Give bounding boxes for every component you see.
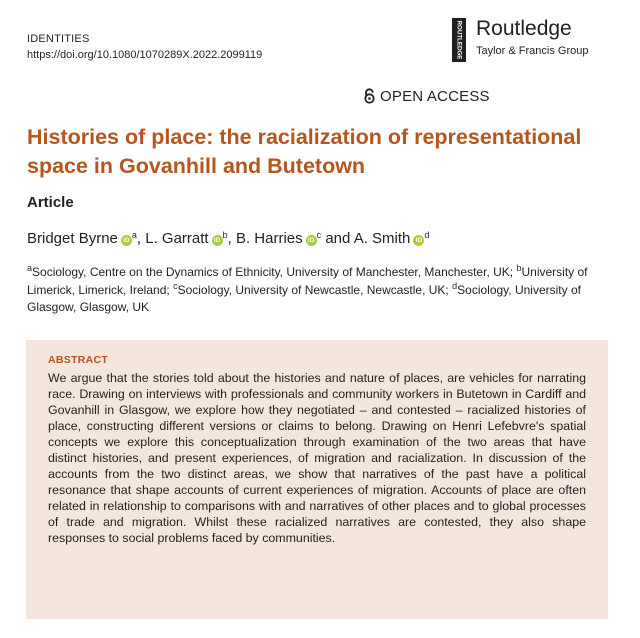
affiliation-text: Sociology, University of Newcastle, Newcastle, UK; [177,282,449,297]
orcid-icon[interactable]: iD [121,235,132,246]
open-access-badge [364,88,490,106]
author-name: Bridget Byrne [27,230,118,247]
affiliation-mark: c [173,280,178,291]
author-name: L. Garratt [145,230,209,247]
affiliation-text: University of Limerick, Limerick, Ireland; [27,265,588,297]
author-separator: and [321,230,354,247]
author-separator: , [136,230,146,247]
author-separator: , [227,230,236,247]
orcid-icon[interactable]: iD [212,235,223,246]
abstract-box [26,340,608,619]
doi-link[interactable]: https://doi.org/10.1080/1070289X.2022.2099119 [27,49,263,61]
article-title: Histories of place: the racialization of representational space in Govanhill and Butetown [27,125,582,178]
abstract-heading: ABSTRACT [48,354,109,366]
affiliation-mark: a [27,263,33,273]
affiliation-mark: d [452,280,458,291]
author-affiliation-mark: d [424,230,430,240]
author-name: B. Harries [235,230,303,247]
open-access-label: OPEN ACCESS [380,88,490,105]
open-access-lock-icon [364,88,375,104]
orcid-icon[interactable]: iD [306,235,317,246]
publisher-logo [452,16,622,66]
journal-header [27,31,262,63]
routledge-logo-icon [452,18,466,62]
author-affiliation-mark: a [131,230,137,240]
routledge-vertical-mark: ROUTLEDGE [455,20,463,60]
orcid-icon[interactable]: iD [413,235,424,246]
article-type: Article [27,194,74,211]
affiliation-text: Sociology, University of Glasgow, Glasgow, UK [27,282,581,314]
abstract-text: We argue that the stories told about the histories and nature of places, are vehicles for narrating race. Drawing on interviews with professionals and community workers in Butetown in Cardiff and Govanhill in Glasgow, we explore how they negotiated – and contested – racialized histories of place, constructing different versions or claims to belong. Drawing on Henri Lefebvre's spatial concepts we explore this conceptualization through examination of the two areas that have distinct histories, and present experiences, of migration and racialization. In discussion of the accounts from the two distinct areas, we show that narratives of the past have a political resonance that shape accounts of current experiences of migration. Accounts of place are often related in relationship to comparisons with and narratives of other places and to global processes of trade and migration. Whilst these racialized narratives are contested, they also shape responses to social problems faced by communities. [48,371,586,545]
author-affiliation-mark: c [316,230,322,240]
journal-name: IDENTITIES [27,33,90,45]
author-affiliation-mark: b [222,230,228,240]
affiliation-text: Sociology, Centre on the Dynamics of Ethnicity, University of Manchester, Manchester, UK; [32,265,514,279]
publisher-name: Routledge [476,17,572,40]
author-list [27,229,429,249]
publisher-subtitle: Taylor & Francis Group [476,45,589,57]
affiliation-mark: b [516,263,522,273]
affiliations [27,264,617,317]
author-name: A. Smith [353,230,411,247]
